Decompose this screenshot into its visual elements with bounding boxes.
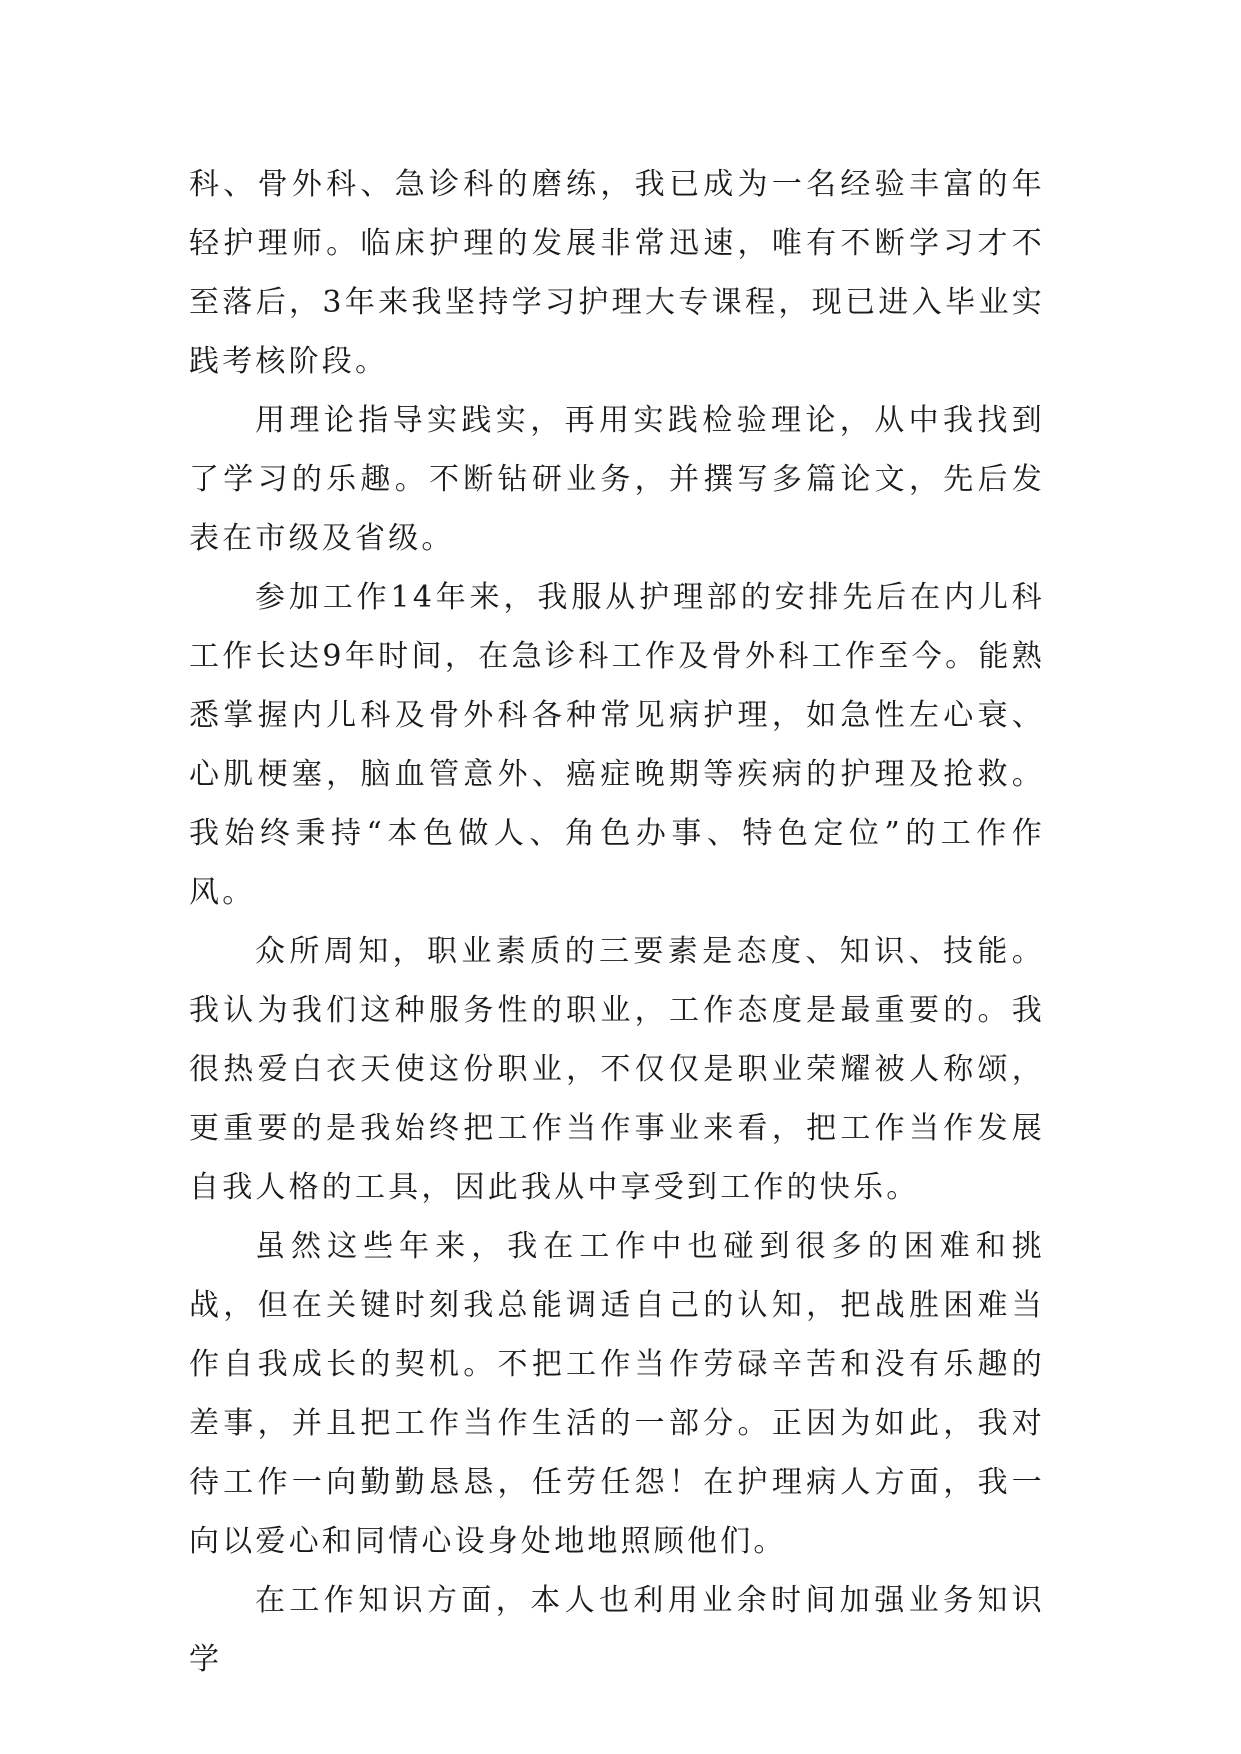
paragraph-challenges: 虽然这些年来，我在工作中也碰到很多的困难和挑战，但在关键时刻我总能调适自己的认知，把战胜困难当作自我成长的契机。不把工作当作劳碌辛苦和没有乐趣的差事，并且把工作当作生活的一部分。正因为如此，我对待工作一向勤勤恳恳，任劳任怨！在护理病人方面，我一向以爱心和同情心设身处地地照顾他们。 (189, 1229, 1045, 1559)
paragraph-work-knowledge: 在工作知识方面，本人也利用业余时间加强业务知识学 (189, 1583, 1045, 1677)
paragraph-theory-practice: 用理论指导实践实，再用实践检验理论，从中我找到了学习的乐趣。不断钻研业务，并撰写多篇论文，先后发表在市级及省级。 (189, 403, 1045, 556)
paragraph-work-experience: 参加工作14年来，我服从护理部的安排先后在内儿科工作长达9年时间，在急诊科工作及骨外科工作至今。能熟悉掌握内儿科及骨外科各种常见病护理，如急性左心衰、心肌梗塞，脑血管意外、癌症晚期等疾病的护理及抢救。我始终秉持“本色做人、角色办事、特色定位”的工作作风。 (189, 580, 1045, 910)
paragraph-continuation: 科、骨外科、急诊科的磨练，我已成为一名经验丰富的年轻护理师。临床护理的发展非常迅速，唯有不断学习才不至落后，3年来我坚持学习护理大专课程，现已进入毕业实践考核阶段。 (189, 167, 1045, 379)
paragraph-professional-quality: 众所周知，职业素质的三要素是态度、知识、技能。我认为我们这种服务性的职业，工作态度是最重要的。我很热爱白衣天使这份职业，不仅仅是职业荣耀被人称颂，更重要的是我始终把工作当作事业来看，把工作当作发展自我人格的工具，因此我从中享受到工作的快乐。 (189, 934, 1045, 1205)
document-page (189, 155, 1045, 1689)
